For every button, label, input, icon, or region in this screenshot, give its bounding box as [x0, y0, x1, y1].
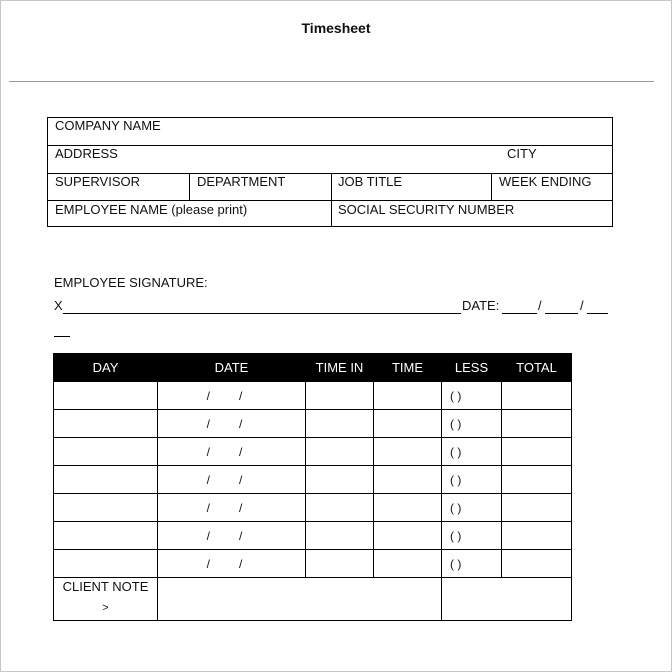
title-divider	[9, 81, 654, 82]
total-cell[interactable]	[502, 466, 572, 494]
table-header-row	[54, 354, 572, 382]
supervisor-label: SUPERVISOR	[55, 174, 141, 189]
time-in-cell[interactable]	[306, 382, 374, 410]
date-label: DATE:	[462, 298, 500, 313]
date-cell[interactable]	[158, 410, 306, 438]
job-title-label: JOB TITLE	[338, 174, 403, 189]
city-label: CITY	[507, 146, 537, 161]
date-slash: /	[580, 298, 584, 313]
table-row	[54, 382, 572, 410]
header-time-out: TIME	[374, 354, 442, 382]
time-in-cell[interactable]	[306, 494, 374, 522]
date-separator: /	[239, 528, 243, 543]
time-in-cell[interactable]	[306, 522, 374, 550]
day-cell[interactable]	[54, 466, 158, 494]
date-separator: /	[206, 472, 210, 487]
header-day: DAY	[54, 354, 158, 382]
less-cell[interactable]: ( )	[442, 382, 502, 410]
less-cell[interactable]: ( )	[442, 466, 502, 494]
client-approval-field[interactable]	[442, 578, 572, 621]
date-cell[interactable]	[158, 522, 306, 550]
less-cell[interactable]: ( )	[442, 438, 502, 466]
less-cell[interactable]: ( )	[442, 522, 502, 550]
department-label: DEPARTMENT	[197, 174, 286, 189]
date-slash: /	[538, 298, 542, 313]
date-separator: /	[206, 528, 210, 543]
total-cell[interactable]	[502, 522, 572, 550]
total-cell[interactable]	[502, 382, 572, 410]
info-row-divider	[48, 200, 612, 201]
date-separator: /	[206, 388, 210, 403]
time-out-cell[interactable]	[374, 494, 442, 522]
day-cell[interactable]	[54, 550, 158, 578]
date-separator: /	[239, 444, 243, 459]
date-separator: /	[239, 556, 243, 571]
employee-name-label: EMPLOYEE NAME (please print)	[55, 202, 248, 217]
total-cell[interactable]	[502, 438, 572, 466]
table-row	[54, 550, 572, 578]
date-cell[interactable]	[158, 382, 306, 410]
table-row	[54, 438, 572, 466]
total-cell[interactable]	[502, 494, 572, 522]
info-col-divider	[331, 173, 332, 227]
date-month-line[interactable]	[502, 313, 537, 314]
header-time-in: TIME IN	[306, 354, 374, 382]
company-name-label: COMPANY NAME	[55, 118, 161, 133]
header-total: TOTAL	[502, 354, 572, 382]
time-out-cell[interactable]	[374, 550, 442, 578]
date-cell[interactable]	[158, 466, 306, 494]
signature-line[interactable]	[63, 313, 461, 314]
time-out-cell[interactable]	[374, 438, 442, 466]
date-day-line[interactable]	[545, 313, 578, 314]
week-ending-label: WEEK ENDING	[499, 174, 592, 189]
employee-info-box	[47, 117, 613, 227]
signature-label: EMPLOYEE SIGNATURE:	[54, 275, 208, 290]
time-in-cell[interactable]	[306, 410, 374, 438]
client-note-cell	[54, 578, 158, 621]
ssn-label: SOCIAL SECURITY NUMBER	[338, 202, 515, 217]
date-separator: /	[206, 500, 210, 515]
date-year-line[interactable]	[587, 313, 608, 314]
time-out-cell[interactable]	[374, 522, 442, 550]
day-cell[interactable]	[54, 410, 158, 438]
time-out-cell[interactable]	[374, 410, 442, 438]
page-title: Timesheet	[301, 20, 371, 36]
signature-x-mark: X	[54, 298, 63, 313]
timesheet-table	[53, 353, 572, 621]
less-cell[interactable]: ( )	[442, 550, 502, 578]
client-note-arrow-icon: >	[102, 602, 109, 614]
header-date: DATE	[158, 354, 306, 382]
table-row	[54, 466, 572, 494]
client-note-row	[54, 578, 572, 621]
total-cell[interactable]	[502, 550, 572, 578]
date-year-continuation-line	[54, 336, 70, 337]
client-note-label: CLIENT NOTE	[62, 579, 149, 594]
info-col-divider	[491, 173, 492, 200]
date-cell[interactable]	[158, 494, 306, 522]
day-cell[interactable]	[54, 522, 158, 550]
date-separator: /	[206, 416, 210, 431]
date-cell[interactable]	[158, 550, 306, 578]
day-cell[interactable]	[54, 382, 158, 410]
header-less: LESS	[442, 354, 502, 382]
info-col-divider	[189, 173, 190, 200]
date-separator: /	[239, 500, 243, 515]
table-row	[54, 522, 572, 550]
table-row	[54, 410, 572, 438]
time-in-cell[interactable]	[306, 438, 374, 466]
date-separator: /	[239, 472, 243, 487]
date-separator: /	[206, 444, 210, 459]
less-cell[interactable]: ( )	[442, 494, 502, 522]
day-cell[interactable]	[54, 438, 158, 466]
time-in-cell[interactable]	[306, 466, 374, 494]
day-cell[interactable]	[54, 494, 158, 522]
time-in-cell[interactable]	[306, 550, 374, 578]
date-separator: /	[239, 416, 243, 431]
time-out-cell[interactable]	[374, 466, 442, 494]
address-label: ADDRESS	[55, 146, 118, 161]
table-row	[54, 494, 572, 522]
time-out-cell[interactable]	[374, 382, 442, 410]
date-separator: /	[206, 556, 210, 571]
total-cell[interactable]	[502, 410, 572, 438]
client-note-field[interactable]	[158, 578, 442, 621]
less-cell[interactable]: ( )	[442, 410, 502, 438]
date-cell[interactable]	[158, 438, 306, 466]
date-separator: /	[239, 388, 243, 403]
